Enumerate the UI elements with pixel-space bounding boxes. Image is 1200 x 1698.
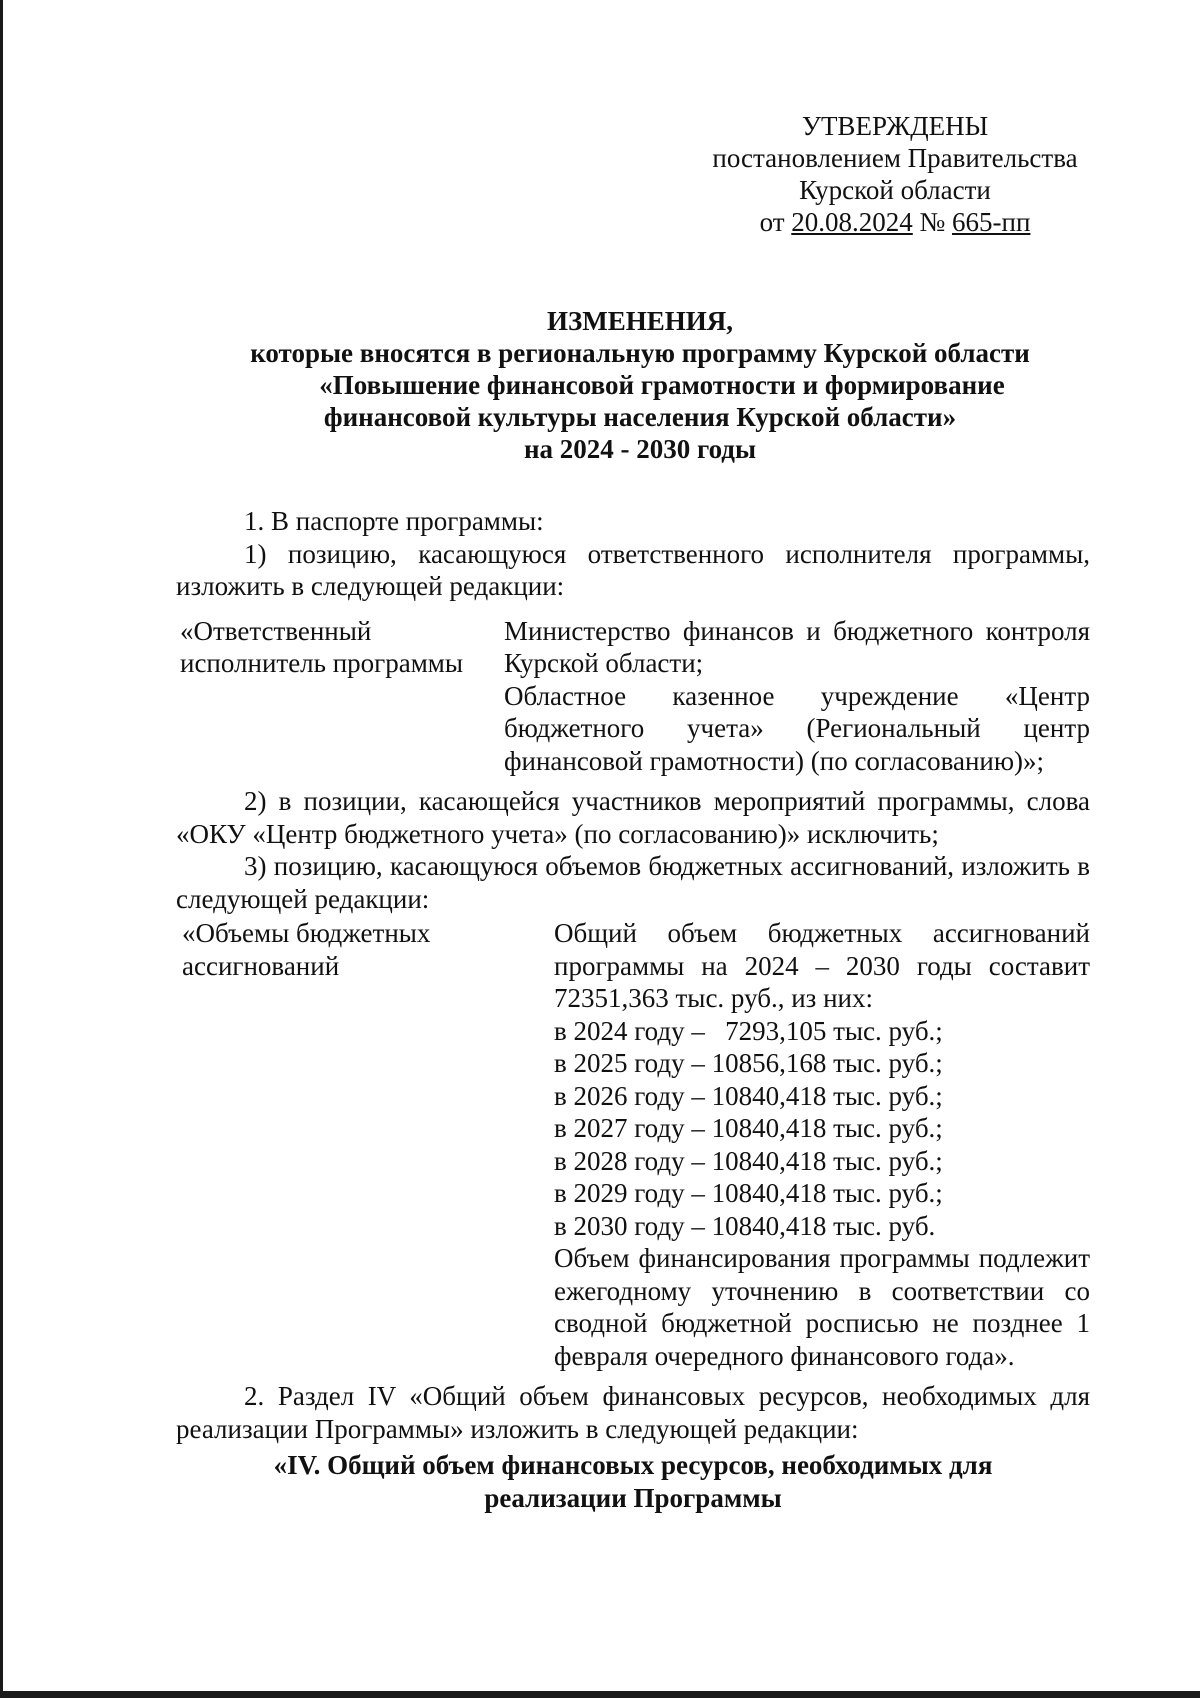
year-2029: в 2029 году – 10840,418 тыс. руб.; (554, 1178, 943, 1208)
year-2027: в 2027 году – 10840,418 тыс. руб.; (554, 1113, 943, 1143)
approval-title: УТВЕРЖДЕНЫ (801, 111, 989, 141)
responsible-executor-table (176, 615, 1090, 778)
item-1-3: 3) позицию, касающуюся объемов бюджетных ассигнований, изложить в следующей редакции: (176, 851, 1090, 914)
item-2: 2. Раздел IV «Общий объем финансовых ресурсов, необходимых для реализации Программы» изложить в следующей редакции: (176, 1381, 1090, 1444)
document-title (140, 305, 1140, 465)
title-line-4: финансовой культуры населения Курской области» (323, 402, 957, 432)
number-prefix: № (912, 207, 953, 237)
section-heading (176, 1449, 1090, 1514)
year-2024: в 2024 году – 7293,105 тыс. руб.; (554, 1015, 943, 1046)
year-list (554, 1015, 1090, 1243)
title-line-2: которые вносятся в региональную программу Курской области (250, 338, 1030, 368)
table1-right (504, 615, 1090, 778)
approval-number: 665-пп (952, 207, 1031, 237)
document-body (176, 505, 1090, 1514)
table1-right-p1: Министерство финансов и бюджетного контроля Курской области; (504, 615, 1090, 678)
approval-region: Курской области (799, 175, 991, 205)
title-line-1: ИЗМЕНЕНИЯ, (546, 306, 733, 336)
budget-allocations-table (176, 917, 1090, 1372)
year-2028: в 2028 году – 10840,418 тыс. руб.; (554, 1145, 943, 1176)
table1-left: «Ответственный исполнитель программы (180, 615, 464, 678)
table2-note: Объем финансирования программы подлежит ежегодному уточнению в соответствии со сводной бюджетной росписью не позднее 1 февраля очередного финансового года». (554, 1243, 1090, 1371)
section-heading-line-1: «IV. Общий объем финансовых ресурсов, необходимых для (273, 1450, 993, 1480)
table2-left: «Объемы бюджетных ассигнований (182, 918, 431, 981)
table2-intro: Общий объем бюджетных ассигнований программы на 2024 – 2030 годы составит 72351,363 тыс. руб., из них: (554, 918, 1090, 1013)
section-heading-line-2: реализации Программы (484, 1482, 782, 1513)
item-1-1: 1) позицию, касающуюся ответственного исполнителя программы, изложить в следующей редакции: (176, 538, 1090, 601)
page-left-edge (0, 0, 3, 1698)
approval-date-line (690, 206, 1100, 238)
item-1-2: 2) в позиции, касающейся участников мероприятий программы, слова «ОКУ «Центр бюджетного учета» (по согласованию)» исключить; (176, 786, 1090, 849)
approval-stamp (690, 110, 1100, 238)
year-2026: в 2026 году – 10840,418 тыс. руб.; (554, 1080, 943, 1111)
approval-decree: постановлением Правительства (712, 143, 1078, 173)
year-2025: в 2025 году – 10856,168 тыс. руб.; (554, 1048, 943, 1078)
table1-right-p2: Областное казенное учреждение «Центр бюджетного учета» (Региональный центр финансовой грамотности) (по согласованию)»; (504, 680, 1090, 776)
page-bottom-edge (0, 1691, 1200, 1698)
approval-date: 20.08.2024 (791, 207, 913, 237)
item-1: 1. В паспорте программы: (244, 506, 544, 536)
title-line-5: на 2024 - 2030 годы (523, 434, 757, 464)
date-prefix: от (759, 207, 792, 237)
table2-right (554, 917, 1090, 1372)
title-line-3: «Повышение финансовой грамотности и формирование (319, 370, 1005, 400)
year-2030: в 2030 году – 10840,418 тыс. руб. (554, 1210, 936, 1241)
